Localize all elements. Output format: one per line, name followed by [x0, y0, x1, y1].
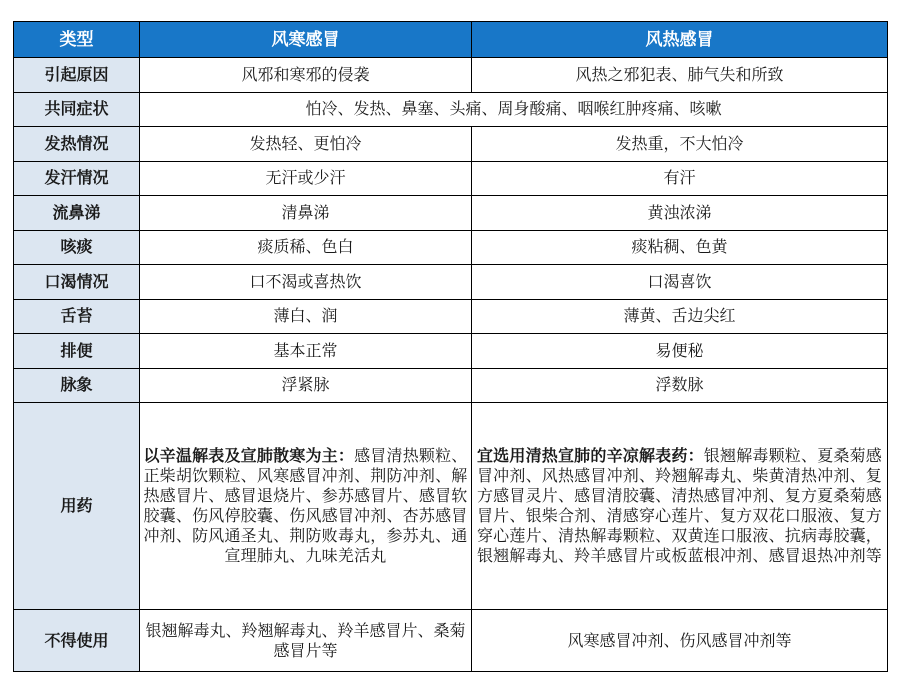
table-row	[14, 127, 888, 162]
cold-cell: 浮紧脉	[140, 368, 472, 403]
table-row	[14, 230, 888, 265]
row-label: 不得使用	[14, 610, 140, 672]
row-label: 舌苔	[14, 299, 140, 334]
row-label: 共同症状	[14, 92, 140, 127]
heat-cell: 发热重，不大怕冷	[472, 127, 888, 162]
heat-cell: 薄黄、舌边尖红	[472, 299, 888, 334]
medication-row	[14, 403, 888, 610]
heat-cell: 有汗	[472, 161, 888, 196]
table-row	[14, 196, 888, 231]
cold-cell: 清鼻涕	[140, 196, 472, 231]
cold-cell: 薄白、润	[140, 299, 472, 334]
row-label: 引起原因	[14, 58, 140, 93]
heat-cell: 口渴喜饮	[472, 265, 888, 300]
table-row	[14, 92, 888, 127]
table-row	[14, 58, 888, 93]
heat-cell: 黄浊浓涕	[472, 196, 888, 231]
table-header-row	[14, 22, 888, 58]
heat-cell: 痰粘稠、色黄	[472, 230, 888, 265]
table-row	[14, 368, 888, 403]
header-wind-heat: 风热感冒	[472, 22, 888, 58]
table-row	[14, 161, 888, 196]
cold-cell: 痰质稀、色白	[140, 230, 472, 265]
forbidden-row	[14, 610, 888, 672]
cold-cell: 基本正常	[140, 334, 472, 369]
heat-cell: 浮数脉	[472, 368, 888, 403]
heat-cell: 易便秘	[472, 334, 888, 369]
table-row	[14, 334, 888, 369]
row-label: 咳痰	[14, 230, 140, 265]
row-label: 发热情况	[14, 127, 140, 162]
row-label: 排便	[14, 334, 140, 369]
heat-medication-list: 银翘解毒颗粒、夏桑菊感冒冲剂、风热感冒冲剂、羚翘解毒丸、柴黄清热冲剂、复方感冒灵片、感冒清胶囊、清热感冒冲剂、复方夏桑菊感冒片、银柴合剂、清感穿心莲片、复方双花口服液、复方穿心莲片、清热解毒颗粒、双黄连口服液、抗病毒胶囊，银翘解毒丸、羚羊感冒片或板蓝根冲剂、感冒退热冲剂等	[476, 446, 882, 565]
row-label: 发汗情况	[14, 161, 140, 196]
cold-medication-principle: 以辛温解表及宣肺散寒为主：	[143, 446, 355, 465]
table-row	[14, 265, 888, 300]
heat-forbidden-cell: 风寒感冒冲剂、伤风感冒冲剂等	[472, 610, 888, 672]
cold-vs-heat-comparison-table	[13, 21, 888, 672]
cold-medication-list: 感冒清热颗粒、正柴胡饮颗粒、风寒感冒冲剂、荆防冲剂、解热感冒片、感冒退烧片、参苏感冒片、感冒软胶囊、伤风停胶囊、伤风感冒冲剂、杏苏感冒冲剂、防风通圣丸、荆防败毒丸，参苏丸、通宣理肺丸、九味羌活丸	[143, 446, 468, 565]
header-wind-cold: 风寒感冒	[140, 22, 472, 58]
cold-cell: 发热轻、更怕冷	[140, 127, 472, 162]
heat-cell: 风热之邪犯表、肺气失和所致	[472, 58, 888, 93]
row-label: 脉象	[14, 368, 140, 403]
cold-cell: 风邪和寒邪的侵袭	[140, 58, 472, 93]
cold-cell: 无汗或少汗	[140, 161, 472, 196]
common-symptoms-cell: 怕冷、发热、鼻塞、头痛、周身酸痛、咽喉红肿疼痛、咳嗽	[140, 92, 888, 127]
row-label: 口渴情况	[14, 265, 140, 300]
heat-medication-principle: 宜选用清热宣肺的辛凉解表药：	[476, 446, 704, 465]
table-row	[14, 299, 888, 334]
cold-cell: 口不渴或喜热饮	[140, 265, 472, 300]
heat-medication-cell	[472, 403, 888, 610]
cold-forbidden-cell: 银翘解毒丸、羚翘解毒丸、羚羊感冒片、桑菊感冒片等	[140, 610, 472, 672]
row-label: 用药	[14, 403, 140, 610]
row-label: 流鼻涕	[14, 196, 140, 231]
cold-medication-cell	[140, 403, 472, 610]
header-type: 类型	[14, 22, 140, 58]
